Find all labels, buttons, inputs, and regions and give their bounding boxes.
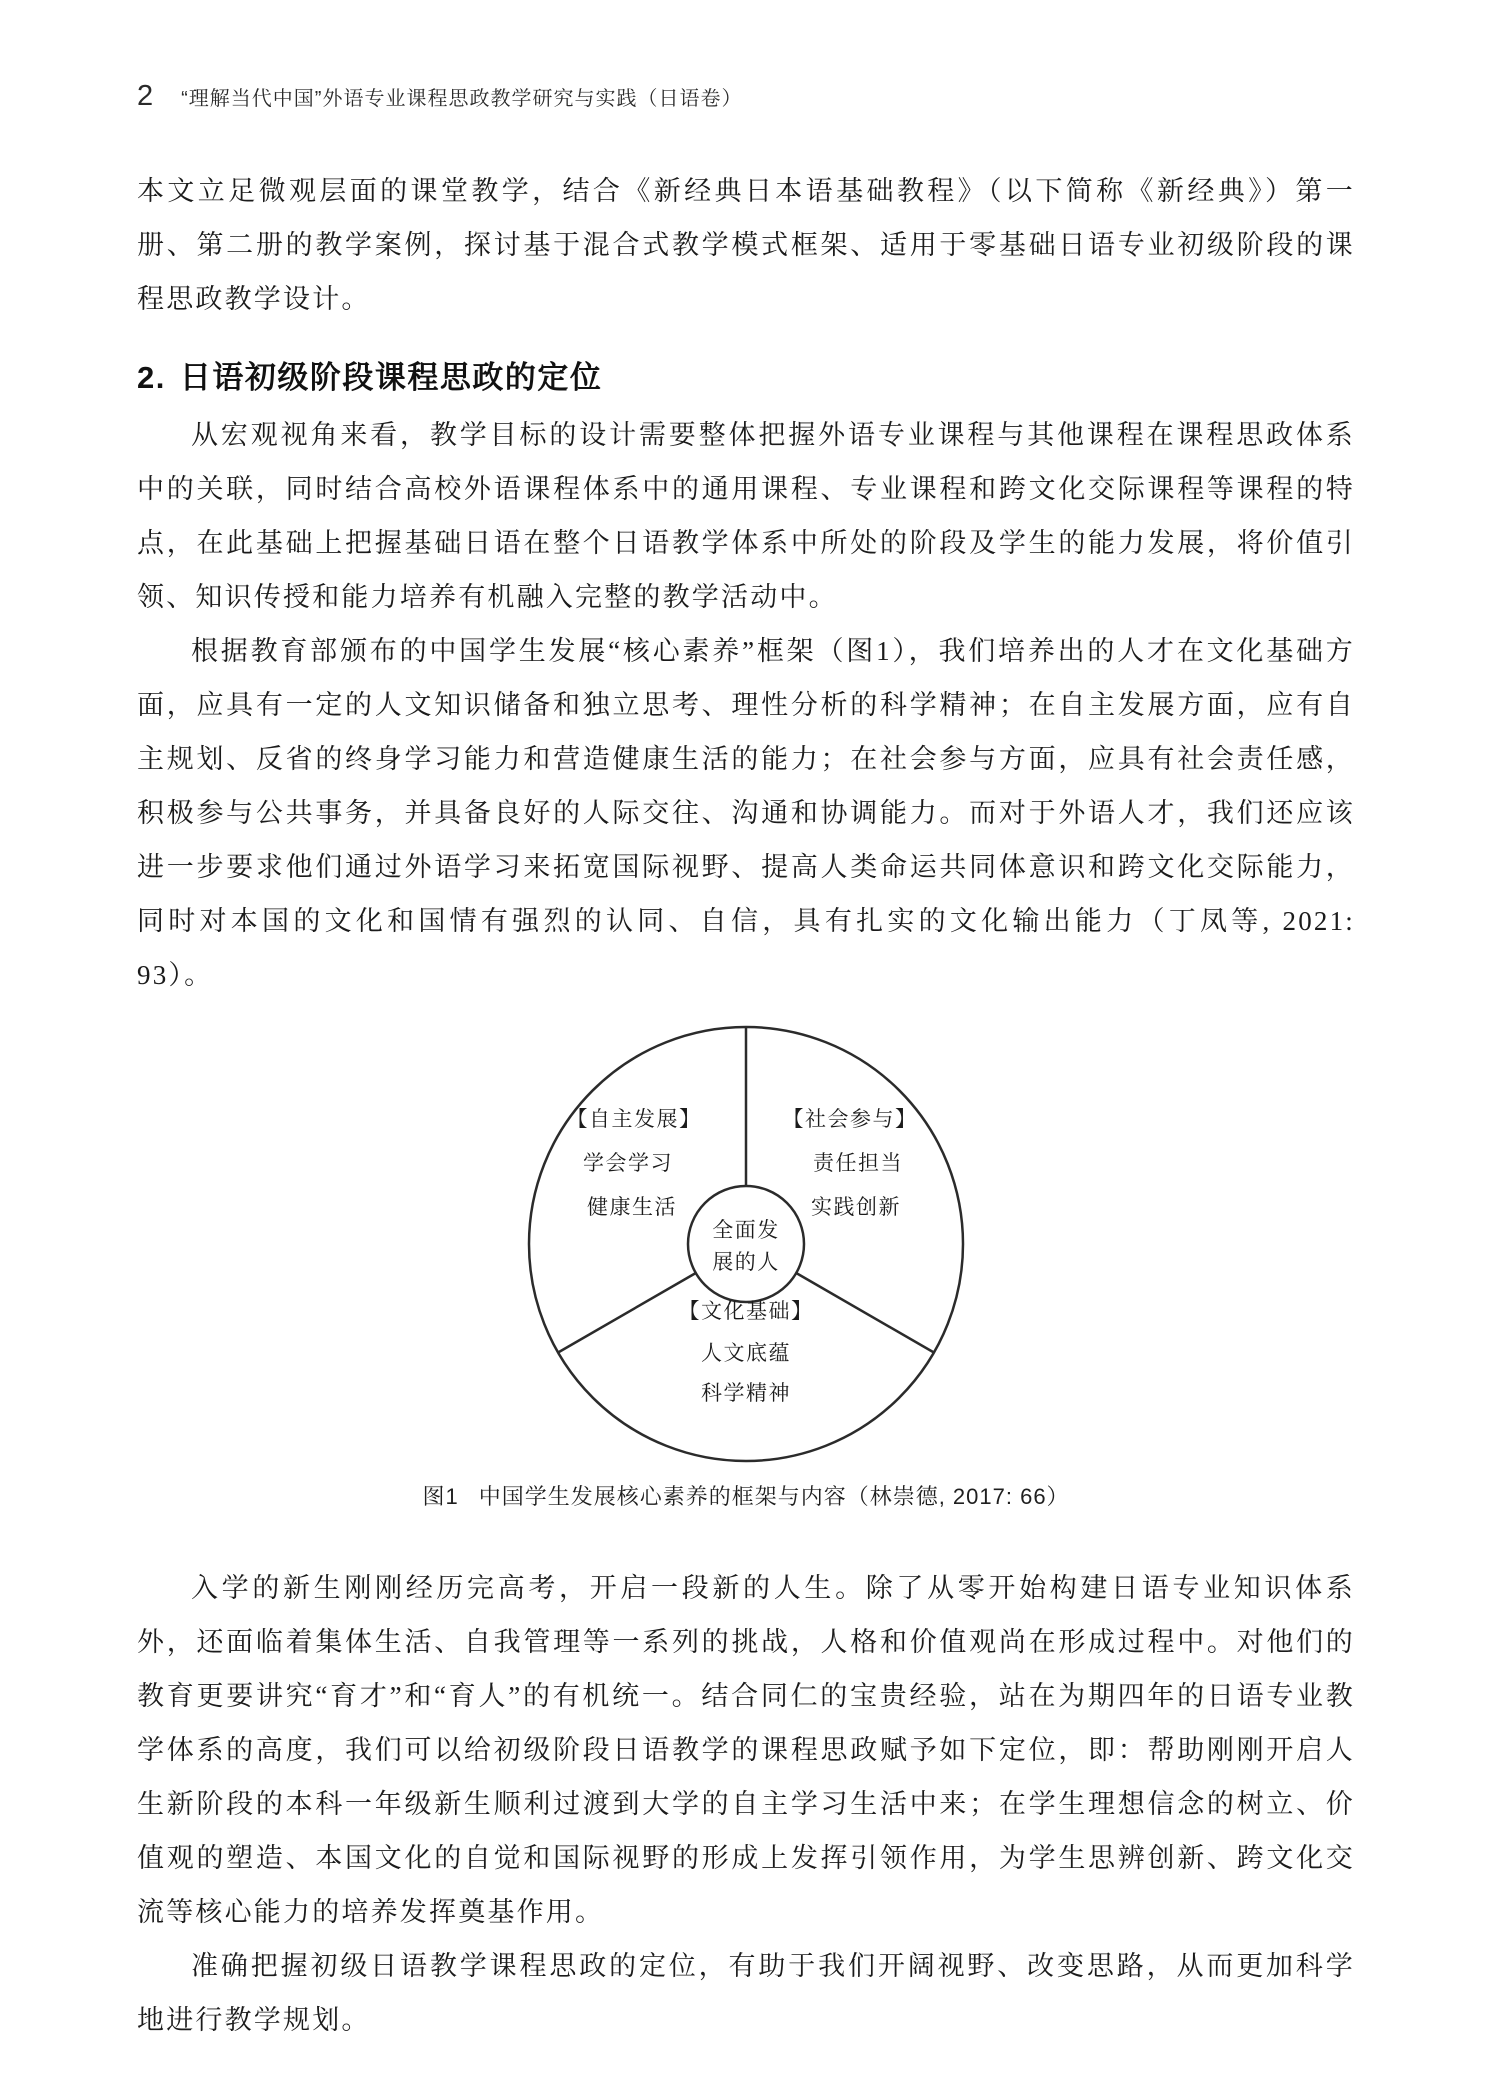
sector-divider-right [796,1273,934,1353]
paragraph-macro-view: 从宏观视角来看，教学目标的设计需要整体把握外语专业课程与其他课程在课程思政体系中的关联，同时结合高校外语课程体系中的通用课程、专业课程和跨文化交际课程等课程的特点，在此基础上把握基础日语在整个日语教学体系中所处的阶段及学生的能力发展，将价值引领、知识传授和能力培养有机融入完整的教学活动中。 [137,420,1355,612]
paragraph-freshmen: 入学的新生刚刚经历完高考，开启一段新的人生。除了从零开始构建日语专业知识体系外，还面临着集体生活、自我管理等一系列的挑战，人格和价值观尚在形成过程中。对他们的教育更要讲究“育才”和“育人”的有机统一。结合同仁的宝贵经验，站在为期四年的日语专业教学体系的高度，我们可以给初级阶段日语教学的课程思政赋予如下定位，即：帮助刚刚开启人生新阶段的本科一年级新生顺利过渡到大学的自主学习生活中来；在学生理想信念的树立、价值观的塑造、本国文化的自觉和国际视野的形成上发挥引领作用，为学生思辨创新、跨文化交流等核心能力的培养发挥奠基作用。 [137,1573,1355,1927]
sector-right-line2: 实践创新 [811,1195,901,1219]
competency-wheel-diagram [524,1022,968,1466]
figure-caption-text: 中国学生发展核心素养的框架与内容（林崇德, 2017: 66） [478,1484,1070,1509]
paragraph-conclusion: 准确把握初级日语教学课程思政的定位，有助于我们开阔视野、改变思路，从而更加科学地进行教学规划。 [137,1951,1355,2035]
center-label-line2: 展的人 [712,1250,780,1274]
paragraph-core-competencies: 根据教育部颁布的中国学生发展“核心素养”框架（图1），我们培养出的人才在文化基础方面，应具有一定的人文知识储备和独立思考、理性分析的科学精神；在自主发展方面，应有自主规划、反省的终身学习能力和营造健康生活的能力；在社会参与方面，应具有社会责任感，积极参与公共事务，并具备良好的人际交往、沟通和协调能力。而对于外语人才，我们还应该进一步要求他们通过外语学习来拓宽国际视野、提高人类命运共同体意识和跨文化交际能力，同时对本国的文化和国情有强烈的认同、自信，具有扎实的文化输出能力（丁凤等, 2021: 93）。 [137,636,1355,990]
running-title: “理解当代中国”外语专业课程思政教学研究与实践（日语卷） [181,88,743,110]
section-title-text: 日语初级阶段课程思政的定位 [179,360,603,395]
center-label-line1: 全面发 [712,1218,780,1242]
sector-left-line2: 健康生活 [587,1195,677,1219]
figure-caption [137,1480,1355,1511]
page-number: 2 [137,80,154,112]
inner-circle [688,1186,804,1302]
sector-right-title: 【社会参与】 [782,1107,918,1131]
sector-left-line1: 学会学习 [583,1151,673,1175]
section-heading [137,356,1355,400]
sector-left-title: 【自主发展】 [566,1107,702,1131]
sector-bottom-line1: 人文底蕴 [701,1341,791,1365]
sector-divider-left [558,1273,696,1353]
sector-bottom-title: 【文化基础】 [678,1299,814,1323]
sector-right-line1: 责任担当 [813,1151,903,1175]
paragraph-intro: 本文立足微观层面的课堂教学，结合《新经典日本语基础教程》（以下简称《新经典》）第一册、第二册的教学案例，探讨基于混合式教学模式框架、适用于零基础日语专业初级阶段的课程思政教学设计。 [137,176,1355,314]
page-header [137,80,1355,114]
figure-caption-label: 图1 [422,1484,459,1509]
figure-core-competency [524,1022,968,1466]
sector-bottom-line2: 科学精神 [701,1381,791,1405]
section-number: 2. [137,360,166,395]
